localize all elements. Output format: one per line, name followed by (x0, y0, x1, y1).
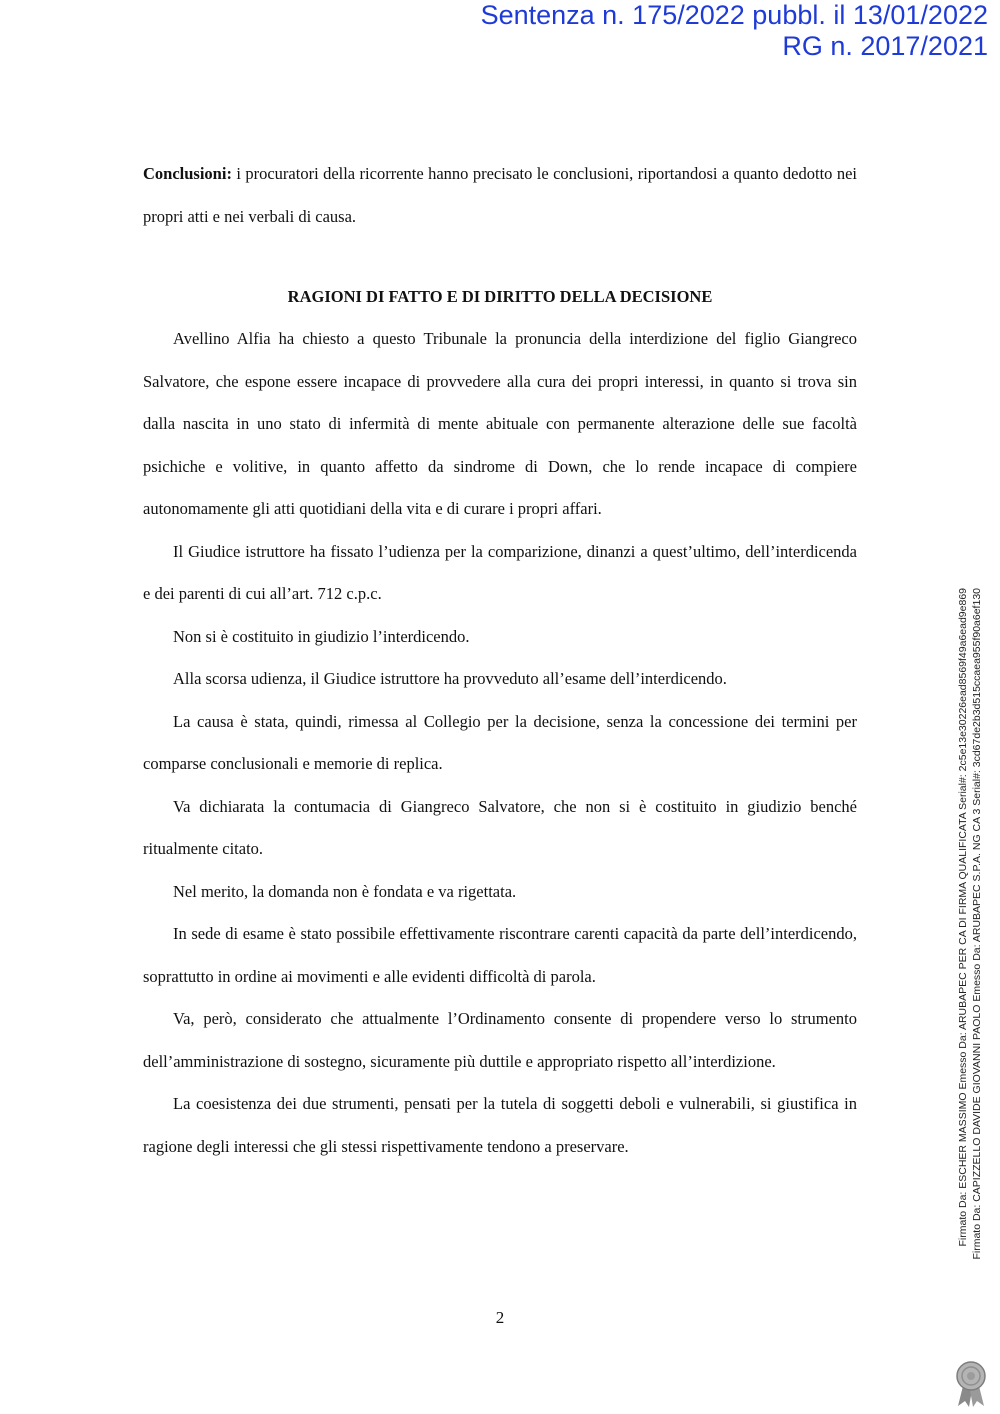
body-paragraph: Va, però, considerato che attualmente l’Ordinamento consente di propendere verso lo strumento dell’amministrazione di sostegno, sicuramente più duttile e appropriato rispetto all’interdizione. (143, 1009, 857, 1071)
decision-body (143, 318, 857, 1168)
signature-line-2: Firmato Da: CAPIZZELLO DAVIDE GIOVANNI PAOLO Emesso Da: ARUBAPEC S.P.A. NG CA 3 Serial#: 3cd67de2b3d515ccaea955f90a6ef130 (971, 588, 983, 1260)
conclusions-label: Conclusioni: (143, 164, 232, 183)
conclusions-paragraph (143, 153, 857, 238)
rg-number: RG n. 2017/2021 (782, 31, 988, 61)
page-number: 2 (495, 1308, 505, 1327)
sentence-number: Sentenza n. 175/2022 pubbl. il 13/01/2022 (480, 0, 988, 30)
body-paragraph: La causa è stata, quindi, rimessa al Collegio per la decisione, senza la concessione dei termini per comparse conclusionali e memorie di replica. (143, 711, 857, 773)
body-paragraph: Non si è costituito in giudizio l’interdicendo. (173, 626, 470, 646)
body-paragraph: Alla scorsa udienza, il Giudice istruttore ha provveduto all’esame dell’interdicendo. (173, 669, 727, 688)
registry-stamp (481, 0, 988, 62)
conclusions-text: i procuratori della ricorrente hanno precisato le conclusioni, riportandosi a quanto dedotto nei propri atti e nei verbali di causa. (143, 164, 857, 226)
signature-line-1: Firmato Da: ESCHER MASSIMO Emesso Da: ARUBAPEC PER CA DI FIRMA QUALIFICATA Serial#: 2c5e13e30226ead8569f49a6ead9e869 (957, 588, 969, 1247)
body-paragraph: In sede di esame è stato possibile effettivamente riscontrare carenti capacità da parte dell’interdicendo, soprattutto in ordine ai movimenti e alle evidenti difficoltà di parola. (143, 924, 857, 986)
body-paragraph: La coesistenza dei due strumenti, pensati per la tutela di soggetti deboli e vulnerabili, si giustifica in ragione degli interessi che gli stessi rispettivamente tendono a preservare. (143, 1094, 857, 1156)
body-paragraph: Il Giudice istruttore ha fissato l’udienza per la comparizione, dinanzi a quest’ultimo, dell’interdicenda e dei parenti di cui all’art. 712 c.p.c. (143, 541, 857, 603)
body-paragraph: Avellino Alfia ha chiesto a questo Tribunale la pronuncia della interdizione del figlio Giangreco Salvatore, che espone essere incapace di provvedere alla cura dei propri interessi, in quanto si trova sin dalla nascita in uno stato di infermità di mente abituale con permanente alterazione delle sue facoltà psichiche e volitive, in quanto affetto da sindrome di Down, che lo rende incapace di compiere autonomamente gli atti quotidiani della vita e di curare i propri affari. (143, 329, 857, 518)
signature-seal-icon (953, 1360, 989, 1408)
conclusions-block (143, 153, 857, 238)
section-title: RAGIONI DI FATTO E DI DIRITTO DELLA DECISIONE (287, 287, 713, 306)
body-paragraph: Va dichiarata la contumacia di Giangreco Salvatore, che non si è costituito in giudizio benché ritualmente citato. (143, 796, 857, 858)
digital-signatures (944, 588, 994, 1348)
body-paragraph: Nel merito, la domanda non è fondata e va rigettata. (173, 881, 517, 901)
